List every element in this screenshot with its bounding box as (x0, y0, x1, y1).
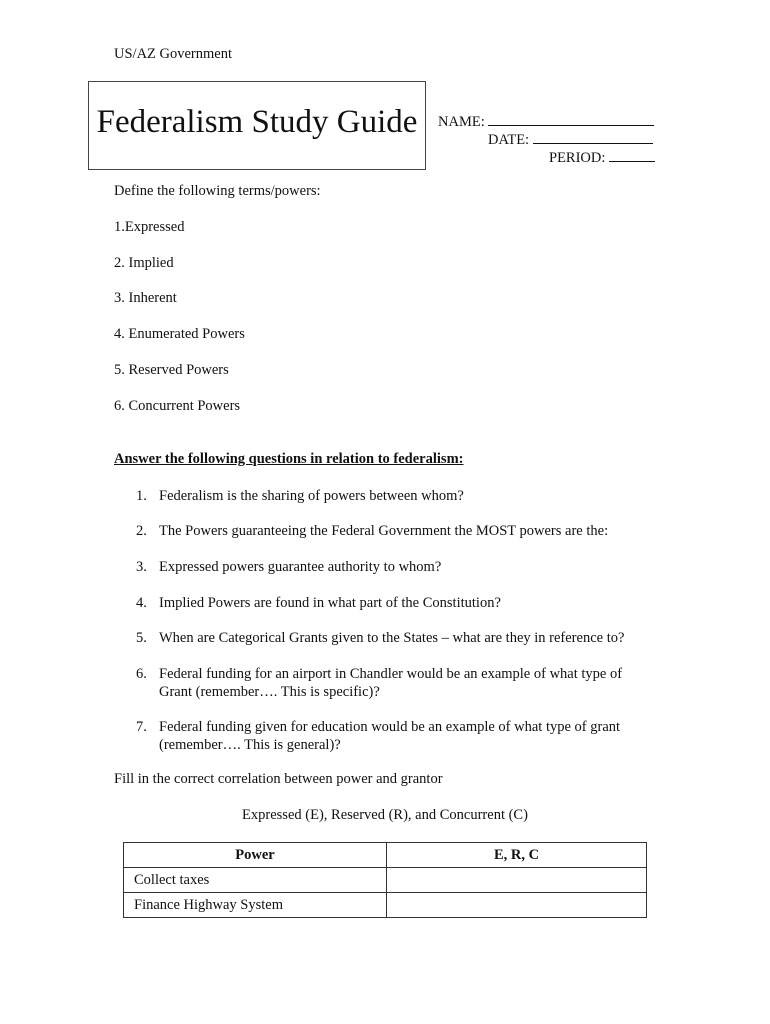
question-number: 5. (136, 630, 147, 646)
question-text: Federal funding given for education would be an example of what type of grant (remember…. This is general)? (159, 719, 621, 753)
power-table (123, 842, 647, 918)
question-item (136, 718, 656, 754)
page-title: Federalism Study Guide (96, 104, 418, 140)
question-text: Implied Powers are found in what part of the Constitution? (159, 595, 501, 611)
period-blank[interactable] (609, 147, 655, 162)
name-label: NAME: (438, 114, 485, 130)
answer-cell[interactable] (387, 893, 647, 918)
question-number: 1. (136, 488, 147, 504)
table-row (124, 893, 647, 918)
date-field-row (488, 129, 653, 149)
term-item: 2. Implied (114, 255, 174, 271)
term-item: 5. Reserved Powers (114, 362, 229, 378)
column-header-erc: E, R, C (387, 843, 647, 868)
question-item (136, 522, 656, 540)
correlation-intro: Fill in the correct correlation between power and grantor (114, 771, 443, 787)
answer-cell[interactable] (387, 868, 647, 893)
definitions-intro: Define the following terms/powers: (114, 183, 321, 199)
power-cell: Finance Highway System (124, 893, 387, 918)
question-number: 4. (136, 595, 147, 611)
question-text: Federalism is the sharing of powers between whom? (159, 488, 464, 504)
question-item (136, 665, 656, 701)
name-blank[interactable] (488, 111, 654, 126)
question-item (136, 629, 656, 647)
date-blank[interactable] (533, 129, 653, 144)
question-item (136, 558, 656, 576)
question-text: Federal funding for an airport in Chandler would be an example of what type of Grant (remember…. This is specific)? (159, 666, 623, 700)
term-item: 4. Enumerated Powers (114, 326, 245, 342)
question-item (136, 487, 656, 505)
question-number: 7. (136, 719, 147, 735)
term-item: 1.Expressed (114, 219, 185, 235)
term-item: 6. Concurrent Powers (114, 398, 241, 414)
column-header-power: Power (124, 843, 387, 868)
name-field-row (438, 111, 654, 131)
period-field-row (549, 147, 655, 167)
term-item: 3. Inherent (114, 290, 177, 306)
title-box (88, 81, 426, 170)
correlation-legend: Expressed (E), Reserved (R), and Concurrent (C) (242, 807, 528, 823)
date-label: DATE: (488, 132, 530, 148)
question-text: When are Categorical Grants given to the States – what are they in reference to? (159, 630, 625, 646)
table-row (124, 868, 647, 893)
power-cell: Collect taxes (124, 868, 387, 893)
question-number: 6. (136, 666, 147, 682)
table-header-row (124, 843, 647, 868)
question-text: Expressed powers guarantee authority to whom? (159, 559, 442, 575)
questions-heading: Answer the following questions in relation to federalism: (114, 451, 464, 467)
question-number: 2. (136, 523, 147, 539)
question-text: The Powers guaranteeing the Federal Government the MOST powers are the: (159, 523, 609, 539)
question-item (136, 594, 656, 612)
question-number: 3. (136, 559, 147, 575)
course-name: US/AZ Government (114, 46, 232, 62)
period-label: PERIOD: (549, 150, 606, 166)
